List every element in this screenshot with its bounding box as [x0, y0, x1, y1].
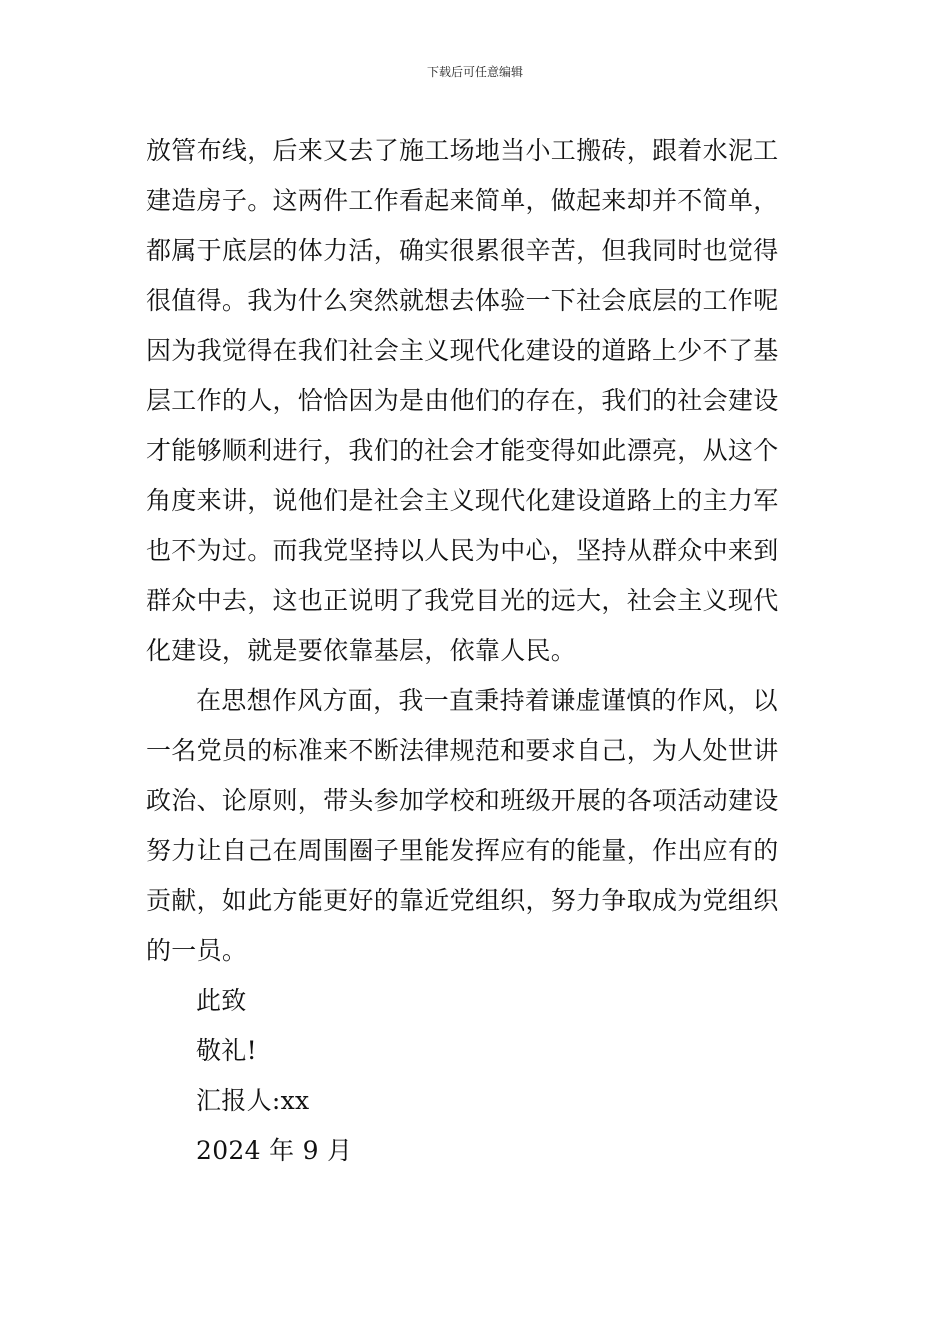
- page-header-caption: 下载后可任意编辑: [426, 65, 523, 79]
- report-date: 2024 年 9 月: [196, 1136, 353, 1165]
- body-text-line: 建造房子。这两件工作看起来简单，做起来却并不简单，: [146, 186, 779, 215]
- body-text-line: 才能够顺利进行，我们的社会才能变得如此漂亮，从这个: [146, 436, 779, 465]
- body-text-line: 一名党员的标准来不断法律规范和要求自己，为人处世讲: [146, 736, 779, 765]
- body-text-line: 也不为过。而我党坚持以人民为中心，坚持从群众中来到: [146, 536, 779, 565]
- body-text-line: 角度来讲，说他们是社会主义现代化建设道路上的主力军: [146, 486, 779, 515]
- body-text-line: 的一员。: [146, 936, 248, 965]
- body-text-line: 放管布线，后来又去了施工场地当小工搬砖，跟着水泥工: [146, 136, 779, 165]
- paragraph-first-line: 在思想作风方面，我一直秉持着谦虚谨慎的作风，以: [196, 686, 778, 715]
- body-text-line: 贡献，如此方能更好的靠近党组织，努力争取成为党组织: [146, 886, 779, 915]
- body-text-line: 层工作的人，恰恰因为是由他们的存在，我们的社会建设: [146, 386, 779, 415]
- closing-salutation: 此致: [196, 986, 247, 1015]
- body-text-line: 很值得。我为什么突然就想去体验一下社会底层的工作呢: [146, 286, 779, 315]
- body-text-line: 政治、论原则，带头参加学校和班级开展的各项活动建设: [146, 786, 779, 815]
- body-text-line: 化建设，就是要依靠基层，依靠人民。: [146, 636, 577, 665]
- body-text-line: 都属于底层的体力活，确实很累很辛苦，但我同时也觉得: [146, 236, 779, 265]
- reporter-signature: 汇报人:xx: [196, 1086, 310, 1115]
- body-text-line: 因为我觉得在我们社会主义现代化建设的道路上少不了基: [146, 336, 779, 365]
- body-text-line: 群众中去，这也正说明了我党目光的远大，社会主义现代: [146, 586, 779, 615]
- body-text-line: 努力让自己在周围圈子里能发挥应有的能量，作出应有的: [146, 836, 779, 865]
- closing-regards: 敬礼!: [196, 1036, 257, 1065]
